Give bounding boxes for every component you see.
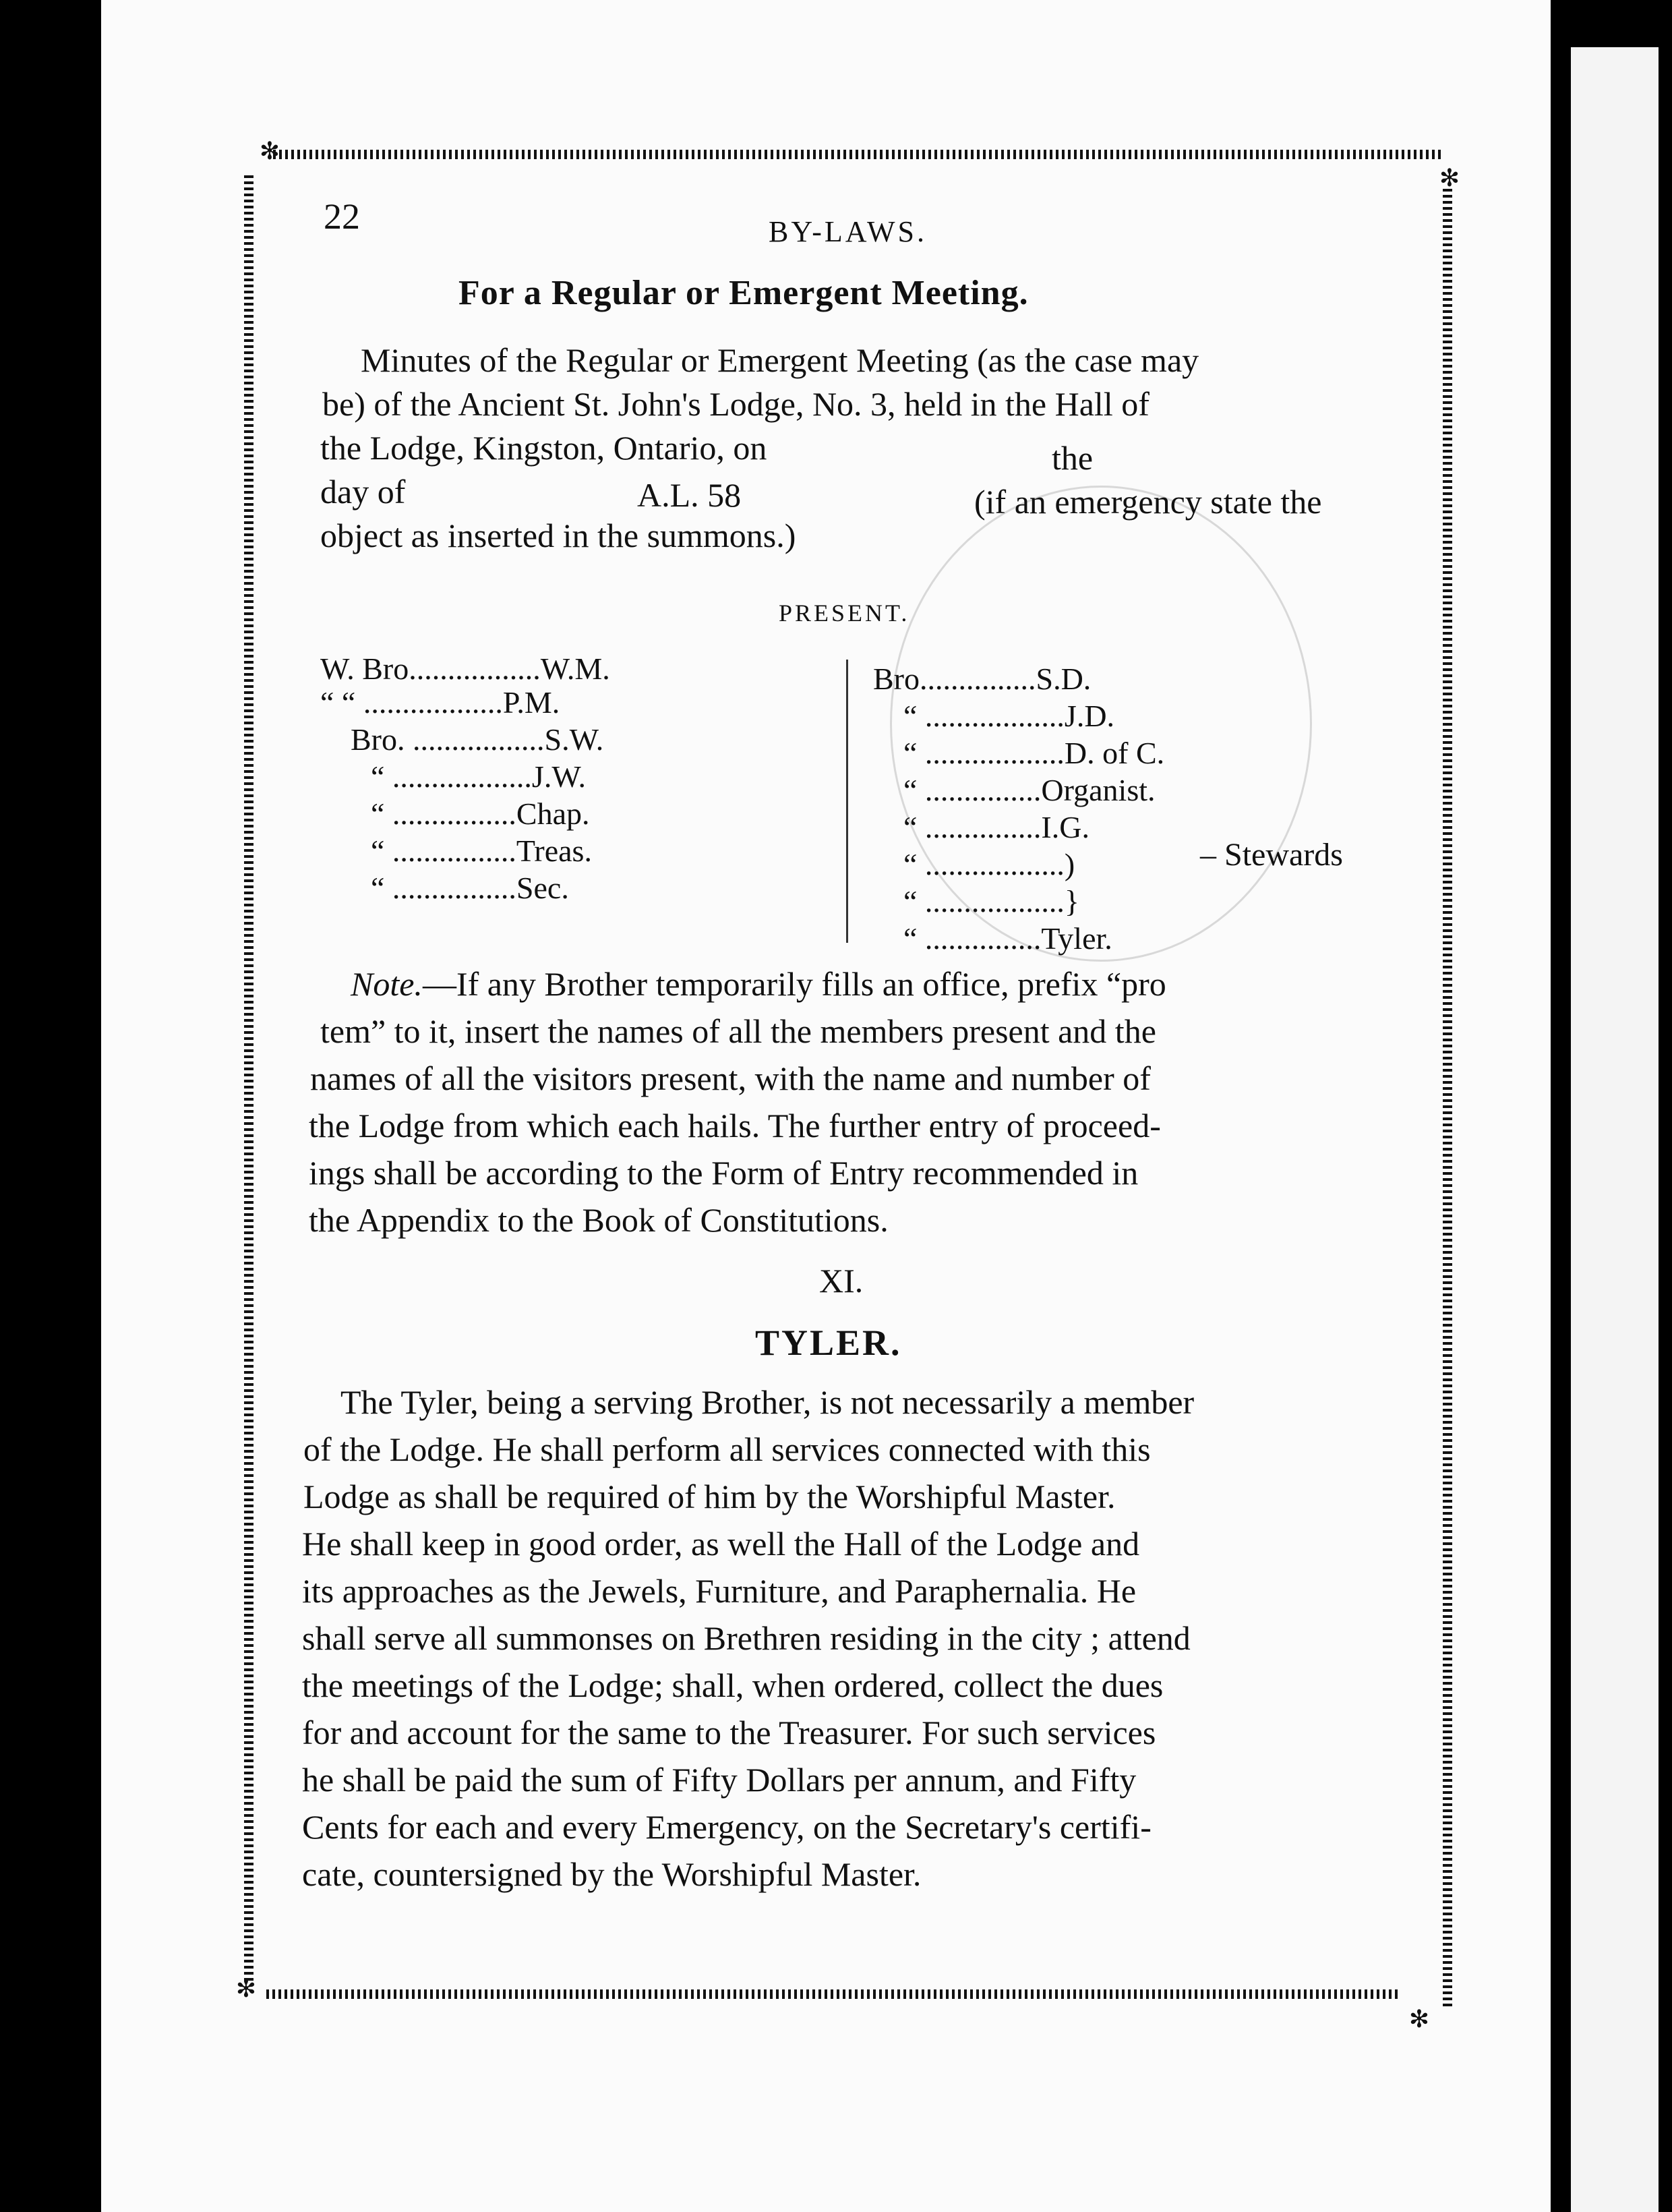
officer-row: “ ...............I.G. [903, 810, 1089, 844]
officer-row: W. Bro.................W.M. [320, 651, 610, 686]
page-number: 22 [324, 196, 360, 237]
tyler-line: he shall be paid the sum of Fifty Dollars per annum, and Fifty [302, 1761, 1137, 1799]
officer-row: Bro. .................S.W. [351, 722, 604, 757]
officer-row: “ ...............Tyler. [903, 921, 1112, 956]
note-line: the Appendix to the Book of Constitutions. [309, 1201, 889, 1239]
officer-row: Bro...............S.D. [873, 662, 1092, 696]
note-lead: Note. [351, 965, 423, 1003]
minutes-al: A.L. 58 [637, 476, 742, 514]
officer-row: “ ..................D. of C. [903, 736, 1165, 770]
running-head: BY-LAWS. [769, 215, 928, 248]
tyler-line: the meetings of the Lodge; shall, when ordered, collect the dues [302, 1666, 1164, 1704]
tyler-line: cate, countersigned by the Worshipful Master. [302, 1855, 922, 1893]
border-top [273, 150, 1443, 159]
tyler-line: Lodge as shall be required of him by the Worshipful Master. [303, 1478, 1116, 1515]
minutes-line: the Lodge, Kingston, Ontario, on [320, 429, 767, 467]
corner-ornament-icon: ✻ [1439, 165, 1460, 192]
tyler-line: The Tyler, being a serving Brother, is not necessarily a member [340, 1383, 1195, 1421]
officer-row: “ “ ..................P.M. [320, 685, 560, 720]
tyler-heading: TYLER. [755, 1322, 902, 1363]
minutes-line: Minutes of the Regular or Emergent Meeting (as the case may [361, 341, 1199, 379]
border-bottom [266, 1989, 1399, 1999]
brace-icon: – [1200, 837, 1224, 873]
corner-ornament-icon: ✻ [259, 138, 280, 165]
note-line: names of all the visitors present, with the name and number of [310, 1059, 1151, 1097]
tyler-line: He shall keep in good order, as well the Hall of the Lodge and [302, 1525, 1140, 1563]
minutes-line: day of [320, 473, 406, 511]
officer-row: “ ..................) [903, 847, 1075, 881]
facing-page-edge [1571, 47, 1659, 2212]
tyler-line: Cents for each and every Emergency, on the Secretary's certifi- [302, 1808, 1152, 1846]
note-line: Note.—If any Brother temporarily fills an office, prefix “pro [351, 965, 1166, 1003]
corner-ornament-icon: ✻ [235, 1975, 257, 2003]
officer-row: “ ..................J.D. [903, 699, 1115, 733]
section-title: For a Regular or Emergent Meeting. [458, 274, 1029, 312]
officer-row: “ ..................J.W. [371, 759, 587, 794]
officer-row: “ ..................} [903, 884, 1080, 919]
note-line: the Lodge from which each hails. The further entry of proceed- [309, 1107, 1161, 1144]
stewards-label: – Stewards [1200, 837, 1343, 873]
border-right [1443, 189, 1452, 2010]
minutes-line: be) of the Ancient St. John's Lodge, No. 3, held in the Hall of [322, 385, 1150, 423]
minutes-line: object as inserted in the summons.) [320, 517, 796, 554]
officer-row: “ ................Treas. [371, 834, 592, 868]
note-line: tem” to it, insert the names of all the members present and the [320, 1012, 1156, 1050]
corner-ornament-icon: ✻ [1408, 2006, 1430, 2033]
minutes-blank-the: the [1052, 439, 1094, 477]
border-left [244, 175, 253, 1983]
officer-row: “ ................Chap. [371, 796, 590, 831]
tyler-line: shall serve all summonses on Brethren residing in the city ; attend [302, 1619, 1191, 1657]
present-label: PRESENT. [779, 600, 910, 627]
column-divider [846, 660, 848, 943]
tyler-line: its approaches as the Jewels, Furniture, and Paraphernalia. He [302, 1572, 1137, 1610]
note-line: ings shall be according to the Form of Entry recommended in [309, 1154, 1139, 1192]
tyler-line: for and account for the same to the Treasurer. For such services [302, 1714, 1156, 1751]
tyler-line: of the Lodge. He shall perform all services connected with this [303, 1430, 1151, 1468]
section-number: XI. [819, 1262, 864, 1300]
officer-row: “ ................Sec. [371, 871, 569, 905]
minutes-emergency: (if an emergency state the [974, 483, 1322, 521]
officer-row: “ ...............Organist. [903, 773, 1156, 807]
